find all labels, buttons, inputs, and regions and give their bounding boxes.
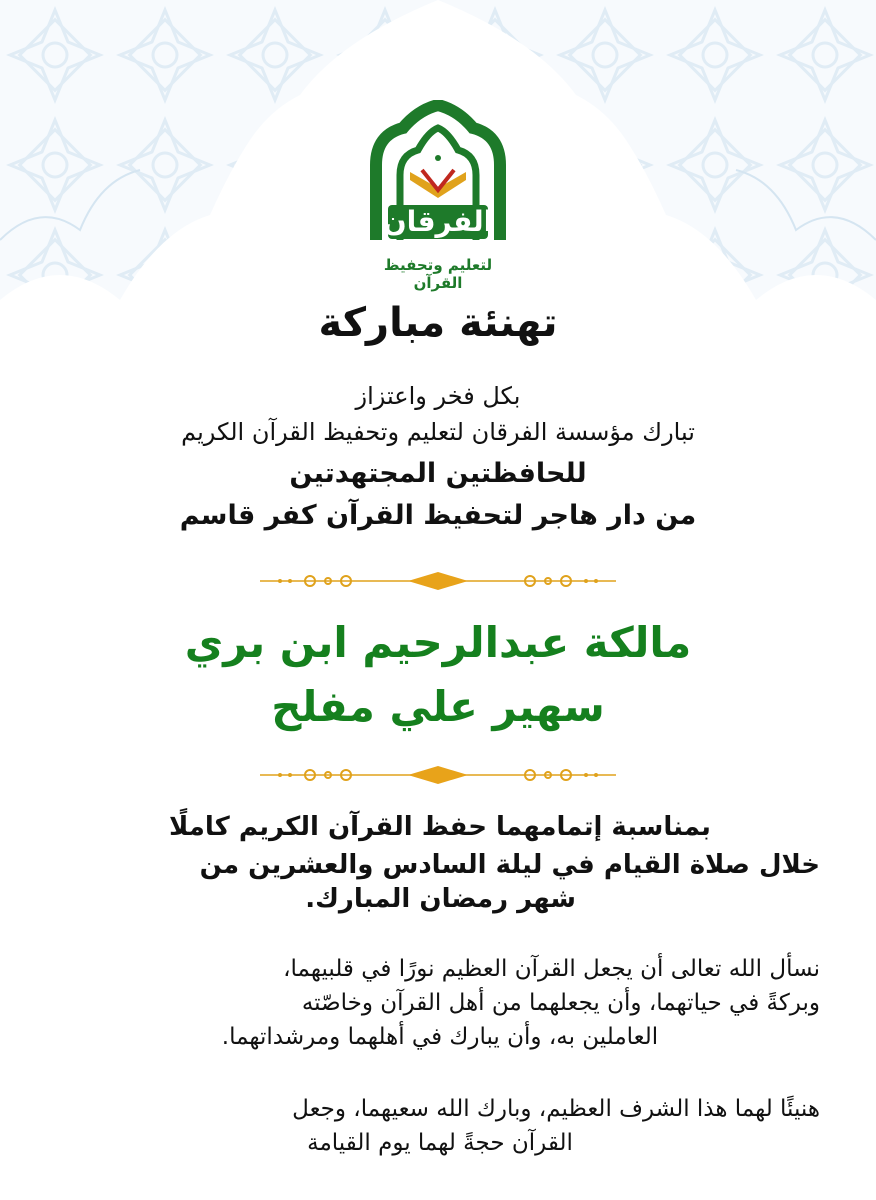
prayer-line-5: القرآن حجةً لهما يوم القيامة bbox=[307, 1130, 573, 1156]
honoree-name-2: سهير علي مفلح bbox=[271, 682, 605, 731]
logo-name: الفرقان bbox=[382, 205, 494, 238]
occasion-line-3: شهر رمضان المبارك. bbox=[305, 884, 576, 914]
prayer-line-1: نسأل الله تعالى أن يجعل القرآن العظيم نورًا في قلبيهما، bbox=[283, 956, 820, 982]
intro-line-3: للحافظتين المجتهدتين bbox=[289, 458, 587, 489]
intro-line-4: من دار هاجر لتحفيظ القرآن كفر قاسم bbox=[179, 500, 697, 531]
gold-ornament-divider-top bbox=[250, 569, 626, 593]
mosque-arch-book-icon bbox=[358, 100, 518, 250]
occasion-line-1: بمناسبة إتمامهما حفظ القرآن الكريم كاملًا bbox=[169, 812, 711, 842]
intro-line-2: تبارك مؤسسة الفرقان لتعليم وتحفيظ القرآن الكريم bbox=[181, 418, 695, 446]
occasion-line-2: خلال صلاة القيام في ليلة السادس والعشرين من bbox=[199, 850, 820, 880]
prayer-line-4: هنيئًا لهما هذا الشرف العظيم، وبارك الله سعيهما، وجعل bbox=[292, 1096, 820, 1122]
honoree-name-1: مالكة عبدالرحيم ابن بري bbox=[184, 618, 692, 667]
al-furqan-logo bbox=[358, 100, 518, 292]
prayer-line-2: وبركةً في حياتهما، وأن يجعلهما من أهل القرآن وخاصّته bbox=[301, 990, 820, 1016]
logo-tagline: لتعليم وتحفيظ القرآن bbox=[383, 256, 493, 292]
intro-line-1: بكل فخر واعتزاز bbox=[355, 382, 521, 410]
page-title: تهنئة مباركة bbox=[318, 300, 558, 346]
gold-ornament-divider-bottom bbox=[250, 763, 626, 787]
prayer-line-3: العاملين به، وأن يبارك في أهلهما ومرشداتهما. bbox=[221, 1024, 659, 1050]
